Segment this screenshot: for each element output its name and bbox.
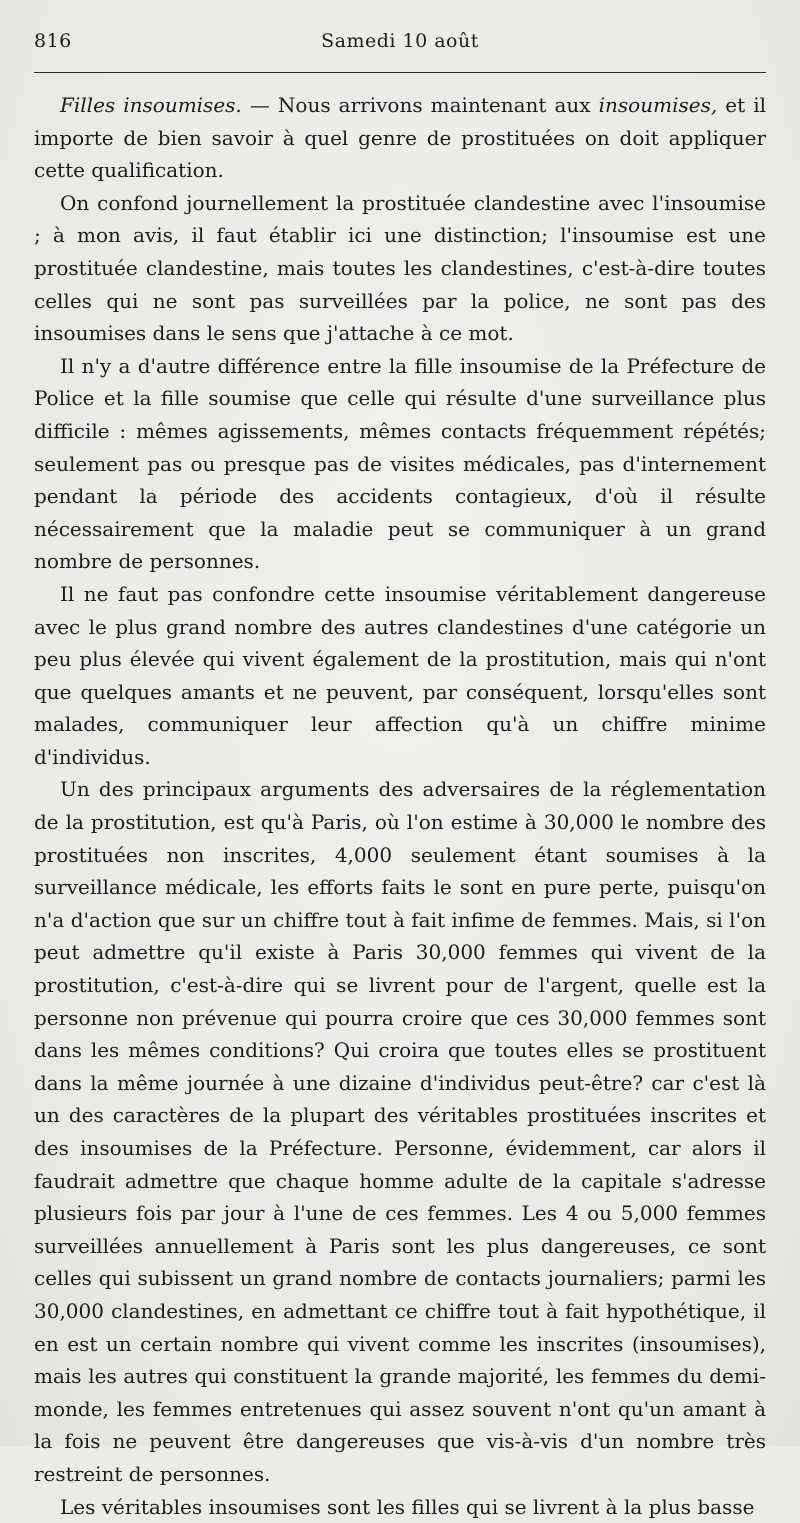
page-header [34, 30, 766, 62]
body-text [34, 89, 766, 1523]
paragraph [34, 89, 766, 187]
section-title: Filles insoumises. [60, 93, 242, 117]
running-head: Samedi 10 août [321, 30, 479, 52]
emphasized-term: insoumises, [598, 93, 718, 117]
paragraph-text: et il importe de bien savoir à quel genre de prostituées on doit appliquer cette qualification. [34, 93, 766, 183]
paragraph: Un des principaux arguments des adversaires de la réglementation de la prostitution, est qu'à Paris, où l'on estime à 30,000 le nombre des prostituées non inscrites, 4,000 seulement étant soumises à la surveillance médicale, les efforts faits le sont en pure perte, puisqu'on n'a d'action que sur un chiffre tout à fait infime de femmes. Mais, si l'on peut admettre qu'il existe à Paris 30,000 femmes qui vivent de la prostitution, c'est-à-dire qui se livrent pour de l'argent, quelle est la personne non prévenue qui pourra croire que ces 30,000 femmes sont dans les mêmes conditions? Qui croira que toutes elles se prostituent dans la même journée à une dizaine d'individus peut-être? car c'est là un des caractères de la plupart des véritables prostituées inscrites et des insoumises de la Préfecture. Personne, évidemment, car alors il faudrait admettre que chaque homme adulte de la capitale s'adresse plusieurs fois par jour à l'une de ces femmes. Les 4 ou 5,000 femmes surveillées annuellement à Paris sont les plus dangereuses, ce sont celles qui subissent un grand nombre de contacts journaliers; parmi les 30,000 clandestines, en admettant ce chiffre tout à fait hypothétique, il en est un certain nombre qui vivent comme les inscrites (insoumises), mais les autres qui constituent la grande majorité, les femmes du demi-monde, les femmes entretenues qui assez souvent n'ont qu'un amant à la fois ne peuvent être dangereuses que vis-à-vis d'un nombre très restreint de personnes. [34, 777, 766, 1486]
paragraph: Il ne faut pas confondre cette insoumise véritablement dangereuse avec le plus grand nombre des autres clandestines d'une catégorie un peu plus élevée qui vivent également de la prostitution, mais qui n'ont que quelques amants et ne peuvent, par conséquent, lorsqu'elles sont malades, communiquer leur affection qu'à un chiffre minime d'individus. [34, 581, 766, 769]
paragraph: Il n'y a d'autre différence entre la fille insoumise de la Préfecture de Police et la fille soumise que celle qui résulte d'une surveillance plus difficile : mêmes agissements, mêmes contacts fréquemment répétés; seulement pas ou presque pas de visites médicales, pas d'internement pendant la période des accidents contagieux, d'où il résulte nécessairement que la maladie peut se communiquer à un grand nombre de personnes. [34, 353, 766, 574]
paragraph: Les véritables insoumises sont les filles qui se livrent à la plus basse [60, 1494, 755, 1519]
header-rule [34, 72, 766, 73]
page-number: 816 [34, 30, 72, 52]
paragraph-text: — Nous arrivons maintenant aux [241, 93, 599, 117]
paragraph: On confond journellement la prostituée clandestine avec l'insoumise ; à mon avis, il faut établir ici une distinction; l'insoumise est une prostituée clandestine, mais toutes les clandestines, c'est-à-dire toutes celles qui ne sont pas surveillées par la police, ne sont pas des insoumises dans le sens que j'attache à ce mot. [34, 190, 766, 346]
